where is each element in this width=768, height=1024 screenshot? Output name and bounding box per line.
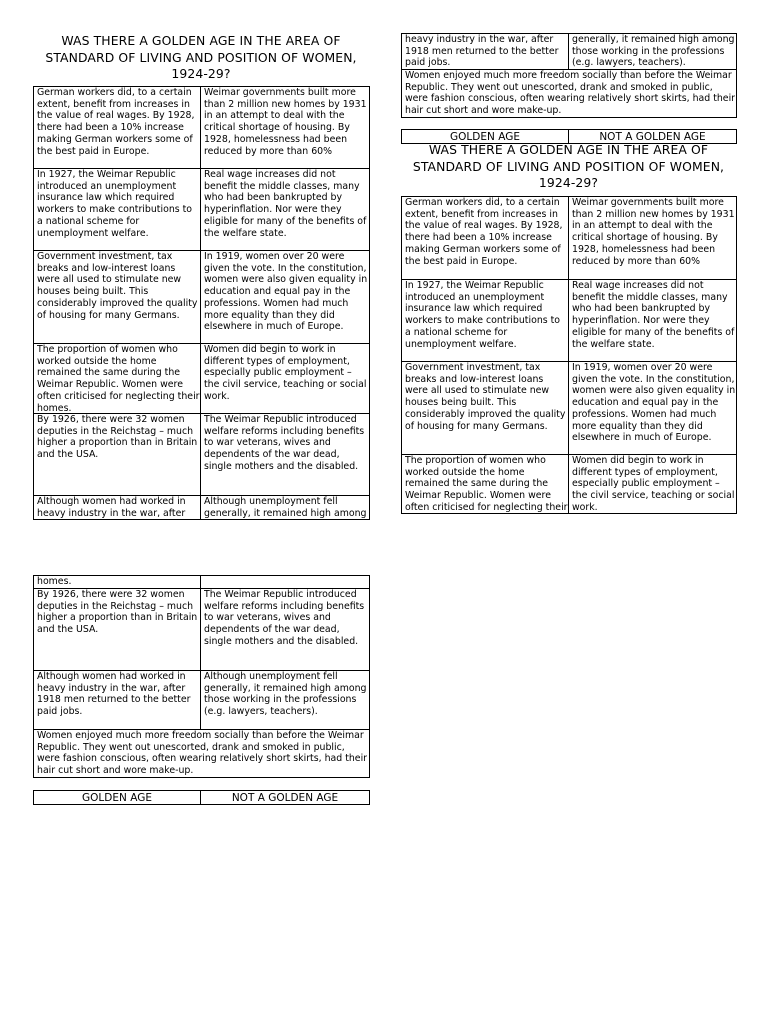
statement-card: heavy industry in the war, after 1918 men returned to the better paid jobs.: [402, 34, 569, 70]
table-row: [402, 280, 737, 362]
statement-card: In 1927, the Weimar Republic introduced an unemployment insurance law which required workers to make contributions to a national scheme for unemployment welfare.: [402, 280, 569, 362]
table-row: [402, 197, 737, 280]
statement-card: Weimar governments built more than 2 million new homes by 1931 in an attempt to deal with the critical shortage of housing. By 1928, homelessness had been reduced by more than 60%: [201, 87, 370, 169]
statement-card: By 1926, there were 32 women deputies in the Reichstag – much higher a proportion than in Britain and the USA.: [34, 414, 201, 496]
sort-header-bar: [33, 790, 370, 805]
table-row: [34, 576, 370, 589]
table-row: [34, 414, 370, 496]
statement-table-continued: [33, 575, 370, 778]
statement-table-continued: [401, 33, 737, 118]
table-row: [34, 251, 370, 344]
statement-card: Government investment, tax breaks and low-interest loans were all used to stimulate new houses being built. This considerably improved the quality of housing for many Germans.: [34, 251, 201, 344]
statement-card: The Weimar Republic introduced welfare reforms including benefits to war veterans, wives and dependents of the war dead, single mothers and the disabled.: [201, 414, 370, 496]
table-row: [34, 496, 370, 520]
statement-card: Weimar governments built more than 2 million new homes by 1931 in an attempt to deal with the critical shortage of housing. By 1928, homelessness had been reduced by more than 60%: [569, 197, 737, 280]
statement-card: Real wage increases did not benefit the middle classes, many who had been bankrupted by hyperinflation. Nor were they eligible for many of the benefits of the welfare state.: [201, 169, 370, 251]
statement-card: generally, it remained high among those working in the professions (e.g. lawyers, teachers).: [569, 34, 737, 70]
table-row: [34, 671, 370, 730]
table-row: [34, 169, 370, 251]
table-row: [34, 344, 370, 414]
statement-card-wide: Women enjoyed much more freedom socially than before the Weimar Republic. They went out unescorted, drank and smoked in public, were fashion conscious, often wearing relatively short skirts, had their hair cut short and wore make-up.: [402, 70, 737, 118]
table-row: [402, 362, 737, 455]
page-title: WAS THERE A GOLDEN AGE IN THE AREA OF STANDARD OF LIVING AND POSITION OF WOMEN, 1924-29?: [45, 33, 357, 81]
table-row: [402, 455, 737, 514]
golden-age-label: GOLDEN AGE: [34, 791, 201, 805]
statement-card: Although unemployment fell generally, it remained high among those working in the professions (e.g. lawyers, teachers).: [201, 671, 370, 730]
statement-card: Women did begin to work in different types of employment, especially public employment – the civil service, teaching or social work.: [201, 344, 370, 414]
table-row: [402, 34, 737, 70]
statement-card: The proportion of women who worked outside the home remained the same during the Weimar Republic. Women were often criticised for neglecting their: [402, 455, 569, 514]
statement-card: The proportion of women who worked outside the home remained the same during the Weimar Republic. Women were often criticised for neglecting their homes.: [34, 344, 201, 414]
not-golden-age-label: NOT A GOLDEN AGE: [569, 130, 737, 144]
statement-card: Although women had worked in heavy industry in the war, after 1918 men returned to the better paid jobs.: [34, 671, 201, 730]
statement-card: In 1919, women over 20 were given the vote. In the constitution, women were also given equality in education and equal pay in the professions. Women had much more equality than they did elsewhere in much of Europe.: [201, 251, 370, 344]
statement-card: In 1927, the Weimar Republic introduced an unemployment insurance law which required workers to make contributions to a national scheme for unemployment welfare.: [34, 169, 201, 251]
not-golden-age-label: NOT A GOLDEN AGE: [201, 791, 370, 805]
statement-card: [201, 576, 370, 589]
statement-card: The Weimar Republic introduced welfare reforms including benefits to war veterans, wives and dependents of the war dead, single mothers and the disabled.: [201, 589, 370, 671]
statement-card: German workers did, to a certain extent, benefit from increases in the value of real wages. By 1928, there had been a 10% increase making German workers some of the best paid in Europe.: [402, 197, 569, 280]
statement-card: Government investment, tax breaks and low-interest loans were all used to stimulate new houses being built. This considerably improved the quality of housing for many Germans.: [402, 362, 569, 455]
statement-card: Women did begin to work in different types of employment, especially public employment – the civil service, teaching or social work.: [569, 455, 737, 514]
table-row: [34, 87, 370, 169]
statement-card: In 1919, women over 20 were given the vote. In the constitution, women were also given equality in education and equal pay in the professions. Women had much more equality than they did elsewhere in much of Europe.: [569, 362, 737, 455]
statement-card: Although unemployment fell generally, it remained high among: [201, 496, 370, 520]
table-row: [34, 589, 370, 671]
table-row: [34, 730, 370, 778]
statement-table: [33, 86, 370, 520]
table-row: [402, 70, 737, 118]
page-title: WAS THERE A GOLDEN AGE IN THE AREA OF STANDARD OF LIVING AND POSITION OF WOMEN, 1924-29?: [412, 142, 725, 190]
statement-card: homes.: [34, 576, 201, 589]
statement-card: Although women had worked in heavy industry in the war, after: [34, 496, 201, 520]
statement-table: [401, 196, 737, 514]
statement-card: Real wage increases did not benefit the middle classes, many who had been bankrupted by hyperinflation. Nor were they eligible for many of the benefits of the welfare state.: [569, 280, 737, 362]
statement-card: By 1926, there were 32 women deputies in the Reichstag – much higher a proportion than in Britain and the USA.: [34, 589, 201, 671]
statement-card-wide: Women enjoyed much more freedom socially than before the Weimar Republic. They went out unescorted, drank and smoked in public, were fashion conscious, often wearing relatively short skirts, had their hair cut short and wore make-up.: [34, 730, 370, 778]
golden-age-label: GOLDEN AGE: [402, 130, 569, 144]
statement-card: German workers did, to a certain extent, benefit from increases in the value of real wages. By 1928, there had been a 10% increase making German workers some of the best paid in Europe.: [34, 87, 201, 169]
